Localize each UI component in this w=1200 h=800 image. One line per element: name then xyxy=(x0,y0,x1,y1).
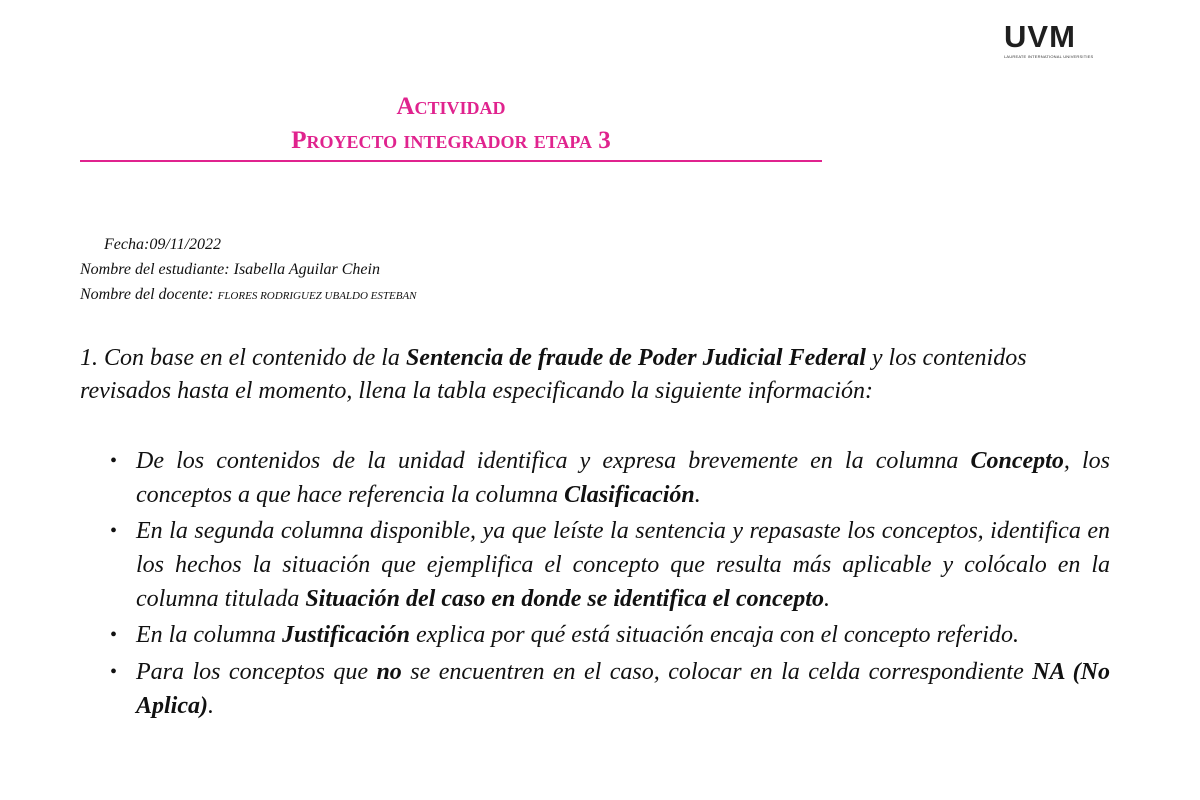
intro-suffix: y los contenidos revisados hasta el momento, llena la tabla especificando la siguiente información: xyxy=(80,345,1027,404)
logo-wordmark: UVM xyxy=(1004,19,1076,54)
bullet-text: . xyxy=(208,693,214,719)
intro-bold: Sentencia de fraude de Poder Judicial Federal xyxy=(405,345,866,371)
bullet-text: De los contenidos de la unidad identifica y expresa brevemente en la columna xyxy=(136,448,971,474)
bullet-bold: Situación del caso en donde se identifica el concepto xyxy=(305,586,824,612)
bullet-text: . xyxy=(694,482,701,508)
bullet-text: se encuentren en el caso, colocar en la celda correspondiente xyxy=(401,659,1033,685)
bullet-symbol: • xyxy=(110,624,118,646)
student-value: Isabella Aguilar Chein xyxy=(233,261,380,278)
list-item xyxy=(80,618,1110,652)
intro-prefix: 1. Con base en el contenido de la xyxy=(80,345,406,371)
bullet-bold: Concepto xyxy=(970,448,1064,474)
instruction-intro xyxy=(80,342,1110,408)
teacher-line xyxy=(80,285,417,306)
bullet-text: explica por qué está situación encaja con el concepto referido. xyxy=(410,622,1019,648)
bullet-text: Para los conceptos que xyxy=(136,659,377,685)
list-item xyxy=(80,444,1110,512)
activity-title: Actividad xyxy=(396,93,506,120)
list-item xyxy=(80,655,1110,723)
date-value: 09/11/2022 xyxy=(149,236,222,253)
instruction-list xyxy=(80,444,1110,725)
bullet-bold: Clasificación xyxy=(564,482,695,508)
date-line xyxy=(104,235,221,255)
bullet-bold: NA (No Aplica) xyxy=(136,659,1110,719)
uvm-logo xyxy=(1004,19,1104,64)
bullet-bold: Justificación xyxy=(281,622,410,648)
bullet-text: , los conceptos a que hace referencia la columna xyxy=(136,448,1110,508)
title-divider xyxy=(80,160,822,162)
logo-subtitle: LAUREATE INTERNATIONAL UNIVERSITIES xyxy=(1004,54,1094,59)
list-item xyxy=(80,514,1110,616)
bullet-symbol: • xyxy=(110,661,118,683)
bullet-text: En la segunda columna disponible, ya que leíste la sentencia y repasaste los conceptos, identifica en los hechos la situación que ejemplifica el concepto que resulta más aplicable y colócalo en la columna titulada xyxy=(136,518,1110,612)
bullet-symbol: • xyxy=(110,520,118,542)
bullet-text: . xyxy=(823,586,830,612)
bullet-bold: no xyxy=(376,659,402,685)
bullet-text: En la columna xyxy=(136,622,282,648)
student-label: Nombre del estudiante: xyxy=(80,261,230,278)
teacher-label: Nombre del docente: xyxy=(80,286,214,303)
date-label: Fecha: xyxy=(104,236,150,253)
teacher-value: FLORES RODRIGUEZ UBALDO ESTEBAN xyxy=(217,290,417,302)
bullet-symbol: • xyxy=(110,450,118,472)
student-line xyxy=(80,260,380,280)
activity-subtitle: Proyecto integrador etapa 3 xyxy=(291,127,611,154)
